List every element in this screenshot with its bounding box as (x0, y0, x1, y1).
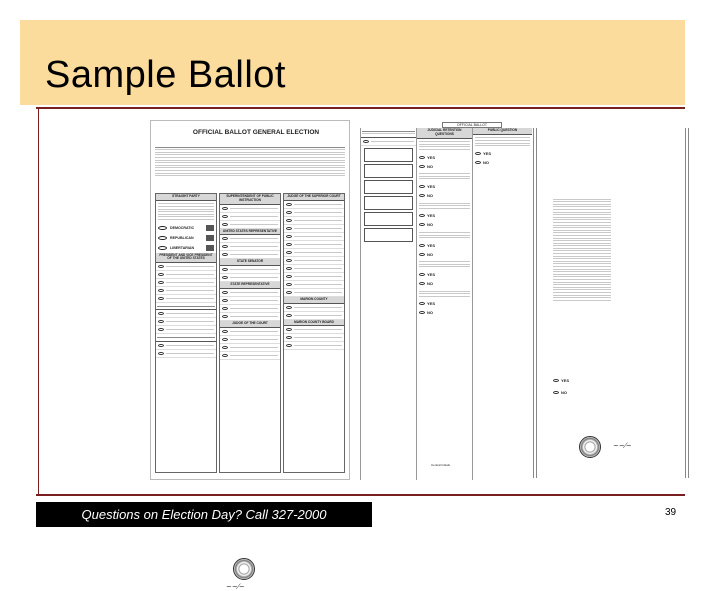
race-header-state-representative: STATE REPRESENTATIVE (220, 282, 280, 289)
race-header-state-senator: STATE SENATOR (220, 259, 280, 266)
candidate-row[interactable] (284, 265, 344, 273)
candidate-row[interactable] (156, 287, 216, 295)
candidate-row[interactable] (284, 281, 344, 289)
no-option[interactable]: NO (417, 162, 472, 171)
clerk-signature: ~~⁄~ (226, 583, 245, 591)
ballot-column-2 (219, 193, 281, 473)
candidate-row[interactable] (156, 295, 216, 303)
yes-option[interactable]: YES (551, 376, 569, 385)
party-oval[interactable] (158, 226, 167, 230)
donkey-icon (206, 225, 214, 231)
candidate-row[interactable] (284, 289, 344, 297)
candidate-row[interactable] (220, 251, 280, 259)
candidate-row[interactable] (220, 305, 280, 313)
candidate-row[interactable] (156, 318, 216, 326)
candidate-row[interactable] (284, 257, 344, 265)
candidate-row[interactable] (156, 279, 216, 287)
county-seal-icon (233, 558, 255, 580)
race-header-judge: JUDGE OF THE COURT (220, 321, 280, 328)
yes-option[interactable]: YES (473, 149, 532, 158)
torch-icon (206, 245, 214, 251)
party-oval[interactable] (158, 236, 167, 240)
public-question-long-text (551, 196, 613, 303)
candidate-row[interactable] (284, 209, 344, 217)
candidate-row[interactable] (156, 342, 216, 350)
candidate-row[interactable] (220, 235, 280, 243)
footer-text: Questions on Election Day? Call 327-2000 (81, 507, 327, 522)
race-header-marion-county: MARION COUNTY (284, 297, 344, 304)
party-row-libertarian[interactable] (156, 243, 216, 253)
candidate-row[interactable] (284, 233, 344, 241)
race-header-superior-court: JUDGE OF THE SUPERIOR COURT (284, 194, 344, 201)
candidate-row[interactable] (220, 352, 280, 360)
candidate-row[interactable] (220, 243, 280, 251)
ballot-back-column-3 (472, 128, 532, 480)
no-option[interactable]: NO (417, 220, 472, 229)
no-option[interactable]: NO (551, 388, 567, 397)
elephant-icon (206, 235, 214, 241)
candidate-row[interactable] (284, 304, 344, 312)
candidate-row[interactable] (156, 263, 216, 271)
candidate-row[interactable] (284, 201, 344, 209)
retention-question-text (417, 259, 472, 270)
ballot-back-column-2 (416, 128, 472, 480)
ballot-column-1 (155, 193, 217, 473)
ballot-page-back (360, 120, 532, 482)
candidate-row[interactable] (220, 289, 280, 297)
candidate-row[interactable] (220, 205, 280, 213)
candidate-row[interactable] (284, 273, 344, 281)
candidate-row[interactable] (220, 328, 280, 336)
write-in-box[interactable] (364, 212, 413, 226)
write-in-box[interactable] (364, 180, 413, 194)
race-header-county-board: MARION COUNTY BOARD (284, 320, 344, 327)
write-in-box[interactable] (364, 228, 413, 242)
candidate-row[interactable] (361, 138, 416, 146)
yes-option[interactable]: YES (417, 211, 472, 220)
write-in-box[interactable] (364, 148, 413, 162)
ballot-column-3 (283, 193, 345, 473)
party-label: REPUBLICAN (170, 235, 194, 240)
race-header-governor (156, 303, 216, 310)
retention-question-text (417, 229, 472, 240)
retention-question-text (417, 288, 472, 299)
ballot-back-column-1 (360, 128, 416, 480)
straight-party-instructions (156, 201, 216, 223)
page-number: 39 (665, 507, 677, 518)
yes-option[interactable]: YES (417, 241, 472, 250)
bottom-divider (36, 494, 685, 496)
left-divider (38, 108, 39, 496)
race-header-president: PRESIDENT AND VICE PRESIDENT OF THE UNITED STATES (156, 253, 216, 264)
ballot-official-title: OFFICIAL BALLOT GENERAL ELECTION (192, 129, 320, 136)
ballot-edge-strip (533, 128, 537, 478)
retention-question-text (417, 139, 472, 153)
county-seal-icon (579, 436, 601, 458)
clerk-signature: ~~⁄~ (613, 442, 632, 450)
candidate-row[interactable] (284, 342, 344, 350)
candidate-row[interactable] (220, 297, 280, 305)
slide-title: Sample Ballot (45, 54, 286, 96)
official-ballot-tab: OFFICIAL BALLOT (442, 122, 502, 128)
candidate-row[interactable] (220, 313, 280, 321)
party-label: DEMOCRATIC (170, 225, 195, 230)
candidate-row[interactable] (156, 350, 216, 358)
no-option[interactable]: NO (417, 191, 472, 200)
race-header-us-representative: UNITED STATES REPRESENTATIVE (220, 229, 280, 236)
no-option[interactable]: NO (473, 158, 532, 167)
candidate-row[interactable] (284, 225, 344, 233)
ballot-instructions (155, 145, 345, 189)
race-header-township (361, 128, 416, 138)
candidate-row[interactable] (220, 221, 280, 229)
party-row-republican[interactable] (156, 233, 216, 243)
no-option[interactable]: NO (417, 308, 472, 317)
candidate-row[interactable] (220, 266, 280, 274)
party-label: LIBERTARIAN (170, 245, 195, 250)
yes-option[interactable]: YES (417, 182, 472, 191)
retention-question-text (417, 200, 472, 211)
candidate-row[interactable] (156, 271, 216, 279)
party-row-democratic[interactable] (156, 223, 216, 233)
race-header-public-question: PUBLIC QUESTION (473, 128, 532, 135)
write-in-box[interactable] (364, 164, 413, 178)
footer-banner (36, 502, 372, 527)
candidate-row[interactable] (220, 344, 280, 352)
candidate-row[interactable] (284, 241, 344, 249)
central-initials-label: Central Initials (431, 463, 451, 467)
candidate-row[interactable] (284, 312, 344, 320)
candidate-row[interactable] (284, 334, 344, 342)
retention-question-text (417, 171, 472, 182)
no-option[interactable]: NO (417, 279, 472, 288)
candidate-row[interactable] (156, 310, 216, 318)
title-divider (36, 107, 685, 109)
race-header-attorney-general (156, 334, 216, 341)
no-option[interactable]: NO (417, 250, 472, 259)
race-header-judicial-retention: JUDICIAL RETENTION QUESTIONS (417, 128, 472, 139)
write-in-box[interactable] (364, 196, 413, 210)
party-oval[interactable] (158, 246, 167, 250)
ballot-edge-strip (685, 128, 689, 478)
public-question-text (473, 135, 532, 149)
candidate-row[interactable] (156, 326, 216, 334)
ballot-page-back-continued (533, 120, 693, 482)
yes-option[interactable]: YES (417, 153, 472, 162)
candidate-row[interactable] (220, 213, 280, 221)
candidate-row[interactable] (220, 336, 280, 344)
race-header-straight-party: STRAIGHT PARTY (156, 194, 216, 201)
candidate-row[interactable] (284, 217, 344, 225)
yes-option[interactable]: YES (417, 299, 472, 308)
candidate-row[interactable] (220, 274, 280, 282)
candidate-row[interactable] (284, 249, 344, 257)
yes-option[interactable]: YES (417, 270, 472, 279)
candidate-row[interactable] (284, 326, 344, 334)
race-header-superintendent: SUPERINTENDENT OF PUBLIC INSTRUCTION (220, 194, 280, 205)
